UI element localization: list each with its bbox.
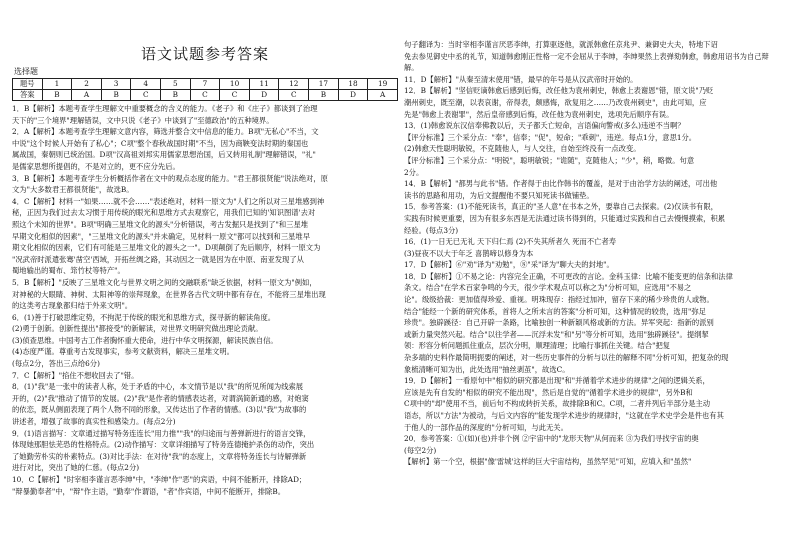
table-cell: C xyxy=(279,90,309,101)
text-line: 10．C【解析】"时宰相李谨言恶李绅"中，"李绅"作"恶"的宾语，中间不能断开，排除AD； xyxy=(12,475,307,484)
text-line: 免去参见御史中丞的礼节，知道韩愈刚正性格一定不会屈从于李绅，李绅果然上表弹劾韩愈，韩愈用诏书为自己辩 xyxy=(404,51,769,61)
text-line: 读书的思路和用功，为后文提醒他不要只知死读书做铺垫。 xyxy=(404,190,594,200)
table-cell: 答案 xyxy=(13,90,43,101)
table-cell: C xyxy=(131,90,161,101)
table-cell: 17 xyxy=(309,79,339,90)
text-line: 文为"大多数君王都很贤能"，故选B。 xyxy=(12,185,134,195)
text-line: (2)勇于创新。创新性提出"都接受"的新解读，对世界文明研究做出理论贡献。 xyxy=(12,324,263,334)
text-line: 16．(1)一日无已无礼 天下归仁焉 (2)不失其所者久 死而不亡者寿 xyxy=(404,237,617,247)
text-line: "辩暴勤奉者"中，"辩"作主语，"勤奉"作谓语，"者"作宾语，中间不能断开，排除B。 xyxy=(12,486,286,496)
text-line: (4)态度严谨。尊重考古发现事实，参考文献资料，解决三星堆文明。 xyxy=(12,347,234,357)
answer-table-answer-row xyxy=(13,90,398,101)
text-line: 体现她那胆怯芜恐的性格特点。(2)动作描写：文章详细描写了特务连德掩护杀伤的动作，突出 xyxy=(12,440,315,450)
table-cell: B xyxy=(309,90,339,101)
text-line: 20．参考答案：①(如)(也)并非个例 ②宇宙中的"龙形天物"从何而来 ③为我们寻找宇宙的奥 xyxy=(404,434,699,444)
left-column xyxy=(12,0,398,497)
table-cell: 2 xyxy=(72,79,102,90)
table-cell: B xyxy=(101,90,131,101)
text-line: 属战国，秦朝则已统治国。D项"汉高祖刘邦实用儒家思想治国，后又转用礼制"理解错误，"礼" xyxy=(12,150,316,160)
text-line: 是儒家思想所提倡的，不是对立的，更不应分先后。 xyxy=(12,161,180,171)
text-line: 11．D【解析】"从秦至清末使用"错，最早的年号是从汉武帝时开始的。 xyxy=(404,74,638,84)
table-cell: 19 xyxy=(368,79,398,90)
table-cell: 3 xyxy=(101,79,131,90)
text-line: 对神秘的大眼睛、神树、太阳神等的崇拜现象，在世界各古代文明中都有存在，不能将三星堆出现 xyxy=(12,289,326,299)
text-line: 9．(1)语言描写：文章通过描写特务连连长"用力推""我"的归途而与善弹新进行的语言交锋， xyxy=(12,428,311,438)
text-line: 2分。 xyxy=(404,167,424,177)
text-line: 1．B【解析】本题考查学生理解文中重要概念的含义的能力。《老子》和《庄子》都谈到了治理 xyxy=(12,104,318,113)
section-heading: 选择题 xyxy=(14,67,38,76)
answer-table xyxy=(12,78,398,101)
text-line: 【评分标准】三个采分点："奉"，信奉；"促"，短命；"乖刺"，违逆。每点1分，意思1分。 xyxy=(404,132,697,142)
text-line: 句子翻译为：当时宰相李谨言厌恶李绅，打算驱逐他，就派韩愈任京兆尹、兼御史大夫，特地下诏 xyxy=(404,40,718,49)
text-line: 应该是先有自发的"相似的研究不能出现"，然后是自觉的"循着学术进步的规律"，另外B和 xyxy=(404,387,693,397)
text-line: 照这个未知的世界"。B项"明确三星堆文化的源头"分析错误，考古发掘只是找到了"和三星堆 xyxy=(12,219,309,229)
text-line: C项中的"却"使用不当，前后句不构成转折关系，故排除B和C。C项，二者并列后半部分是主动 xyxy=(404,399,711,409)
text-line: "况武帝时派遣张骞'凿空'西域，开拓丝绸之路，其动因之一就是因为在中原、南亚发现了从 xyxy=(12,254,304,264)
text-line: 开的，(2)"我"推动了情节的发展。(2)"我"是作者的情感表达者，对谓涡简新通的感，对炮窦 xyxy=(12,393,309,403)
text-line: 中说"这个时候人开始有了私心"；C项"整个春秋战国时期"不当，因为商鞅变法时期的秦国也 xyxy=(12,138,309,148)
text-line: 4．C【解析】材料一"如果……就不会……"表述绝对，材料一原文为"人们之所以对三星堆感到神 xyxy=(12,196,325,206)
text-line: 2．A【解析】本题考查学生理解文意内容，筛选并整合文中信息的能力。B项"无私心"不当，文 xyxy=(12,127,319,137)
right-column xyxy=(404,0,784,468)
text-line: 珍贵"。独辟蹊径：自己开辟一条路，比喻独创一种新颖风格或新的方法。异军突起：指新的派别 xyxy=(404,318,714,328)
text-line: 实践有时候更重要，因为有很多东西是无法通过读书得到的，只能通过实践和自己去慢慢摸索，积累 xyxy=(404,213,726,223)
text-line: (3)昼夜不以大于年乏 喜鹊啼以修身为本 xyxy=(404,248,534,258)
text-line: 论"。级级拾裁：更加值得珍爱、重视。明珠现存：指经过加冲，留存下来的稀少珍贵的人或物。 xyxy=(404,295,714,305)
table-cell: 1 xyxy=(42,79,72,90)
text-line: 条文。结合"在学术百家争鸣的今天，很少学术观点可以称之为"分析可知，应选用"不易之 xyxy=(404,283,692,293)
text-line: 象梳清晰可知为出，此处选用"抽丝剥茧"，故选C。 xyxy=(404,364,570,374)
table-cell: 12 xyxy=(279,79,309,90)
text-line: 17．D【解析】⑥"劝"译为"劝勉"，⑧"采"译为"聊大夫的封地"。 xyxy=(404,260,614,270)
text-line: 语态，所以"方法"为被动，与后文内容的"能发现学术进步的规律时，"这就在学术史学会是件也有其 xyxy=(404,411,724,420)
text-line: 讲述者，增强了故事的真实性和感染力。(每点2分) xyxy=(12,417,176,427)
table-cell: D xyxy=(249,90,279,101)
text-line: 14．B【解析】"都男与此书"错。作者得于由比作韩书的覆盖，是对于由治学方法的阐述，可出他 xyxy=(404,179,718,189)
answer-table-header-row xyxy=(13,79,398,90)
text-line: 18．D【解析】①不易之论：内容完全正确，不可更改的言论。金科玉律：比喻不能变更的信条和法律 xyxy=(404,271,733,281)
text-line: (2)韩愈天性聪明敏锐，不克随他人，与人交往，自始至终没有一点改变。 xyxy=(404,144,641,154)
table-cell: 7 xyxy=(190,79,220,90)
text-line: 的这类考古现象都归结于外来文明"。 xyxy=(12,301,133,311)
table-cell: 11 xyxy=(249,79,279,90)
text-line: 秘，正因为我们过去太习惯于用传统的眼光和思维方式去观察它，用我们已知的'知识图谱'去对 xyxy=(12,208,316,218)
table-cell: C xyxy=(220,90,250,101)
table-cell: 4 xyxy=(131,79,161,90)
text-line: 8．(1)"我"是一张中的读者人称，处于矛盾的中心，本文情节是以"我"的所见所闻为线索展 xyxy=(12,382,304,392)
text-line: 或新力量突然兴起。结合"以往学者——沉浮未发"和"另"等分析可知，选用"独辟蹊径"。提纲挈 xyxy=(404,329,709,339)
text-line: 结合"能经一个新的研究体系，首将人之所未言的答案"分析可知，这种情况的较贵，选用"弥足 xyxy=(404,306,706,316)
text-line: 杂多端的史料作最简明扼要的阐述，对一些历史事件的分析与以往的解释不同"分析可知，把复杂的现 xyxy=(404,353,729,363)
text-line: (3)侦查思维。中国考古工作者胸怀重大使命，进行中华文明探源，解读民族自信。 xyxy=(12,335,278,345)
text-line: 6．(1)善于打破思维定势，不拘泥于传统的眼光和思维方式，探寻新的解读角度。 xyxy=(12,312,276,322)
text-line: 蜀地输出的蜀布、筇竹杖等特产"。 xyxy=(12,266,125,276)
text-line: 13．(1)韩愈说东汉信奉佛教以后，天子都夭亡短命，言语偏向警戒(多么)违逆不当啊？ xyxy=(404,121,685,131)
text-line: 【评分标准】三个采分点："明锐"，聪明敏锐；"诡随"，克随他人；"少"，稍，略微。句意 xyxy=(404,155,695,165)
table-cell: 18 xyxy=(338,79,368,90)
text-line: 解。 xyxy=(404,63,419,73)
text-line: 19．D【解析】一看原句中"相似的研究都是出现"和"并循着学术进步的规律"之间的逻辑关系， xyxy=(404,376,710,386)
text-line: 于他人的一部作品的深度的"分析可知，与此无关。 xyxy=(404,422,568,432)
text-line: 3．B【解析】本题考查学生分析概括作者在文中的观点态度的能力。"君王都很贤能"说法绝对，原 xyxy=(12,173,328,183)
text-line: 天下的"三个境界"理解错误，文中只说《老子》中谈到了"至德政治"的五种境界。 xyxy=(12,115,274,125)
text-line: 7．C【解析】"掐住不想收回去了"错。 xyxy=(12,370,139,380)
table-cell: C xyxy=(190,90,220,101)
table-cell: 题号 xyxy=(13,79,43,90)
text-line: 进行对比，突出了她的仁慈。(每点2分) xyxy=(12,463,140,473)
text-line: 潮州刺史，既至潮，以表哀谢，帝得表，颇感悔，欲复用之……乃改袁州刺史"，由此可知，应 xyxy=(404,97,707,107)
table-cell: D xyxy=(338,90,368,101)
table-cell: A xyxy=(368,90,398,101)
text-line: 先是"韩愈上表谢罪"，然后皇帝感到后悔，改任他为袁州刺史，选项先后顺序有误。 xyxy=(404,109,674,119)
text-line: 经验。(每点3分) xyxy=(404,225,459,235)
text-line: 的依恋，既从侧面表现了两个人物不同的形象，又传达出了作者的情感。(3)以"我"为故事的 xyxy=(12,405,307,415)
text-line: 5．B【解析】"反映了三星堆文化与世界文明之间的交融联系"缺乏依据，材料一原文为"例如， xyxy=(12,277,317,287)
text-line: 【解析】第一个空，根据"像'雷城'这样的巨大宇宙结构，虽然罕见"可知，应填入和"虽然" xyxy=(404,457,692,467)
table-cell: B xyxy=(161,90,191,101)
left-answer-text xyxy=(12,103,398,497)
text-line: (每点2分，答出三点给6分) xyxy=(12,359,100,369)
text-line: 期文化相似的因素，它们有可能是三星堆文化的源头之一"。D项颠倒了先后顺序，材料一原文为 xyxy=(12,243,321,253)
text-line: 15．参考答案：(1)不能死读书，真正的"圣人意"在书本之外，要靠自己去探索。(2)仅读书有限， xyxy=(404,202,718,212)
table-cell: 5 xyxy=(161,79,191,90)
text-line: 领：形容分析问题抓住重点，层次分明，顺理清理；比喻行事抓住关键。结合"把复 xyxy=(404,341,671,351)
text-line: (每空2分) xyxy=(404,445,437,455)
text-line: 12．B【解析】"坚信贬谪韩愈后感到后悔，改任他为袁州刺史，韩愈上表谢恩"错，原文说"乃贬 xyxy=(404,86,714,96)
table-cell: B xyxy=(42,90,72,101)
table-cell: 10 xyxy=(220,79,250,90)
page-title: 语文试题参考答案 xyxy=(140,45,269,63)
text-line: 了她勤劳朴实的朴素特点。(3)对比手法：在对待"我"的态度上，文章将特务连长与诗解弹新 xyxy=(12,451,307,461)
text-line: 早期文化相似的因素"，"三星堆文化的源头"并未确定，见材料一原文"都可以找到和三星堆早 xyxy=(12,231,311,241)
table-cell: A xyxy=(72,90,102,101)
